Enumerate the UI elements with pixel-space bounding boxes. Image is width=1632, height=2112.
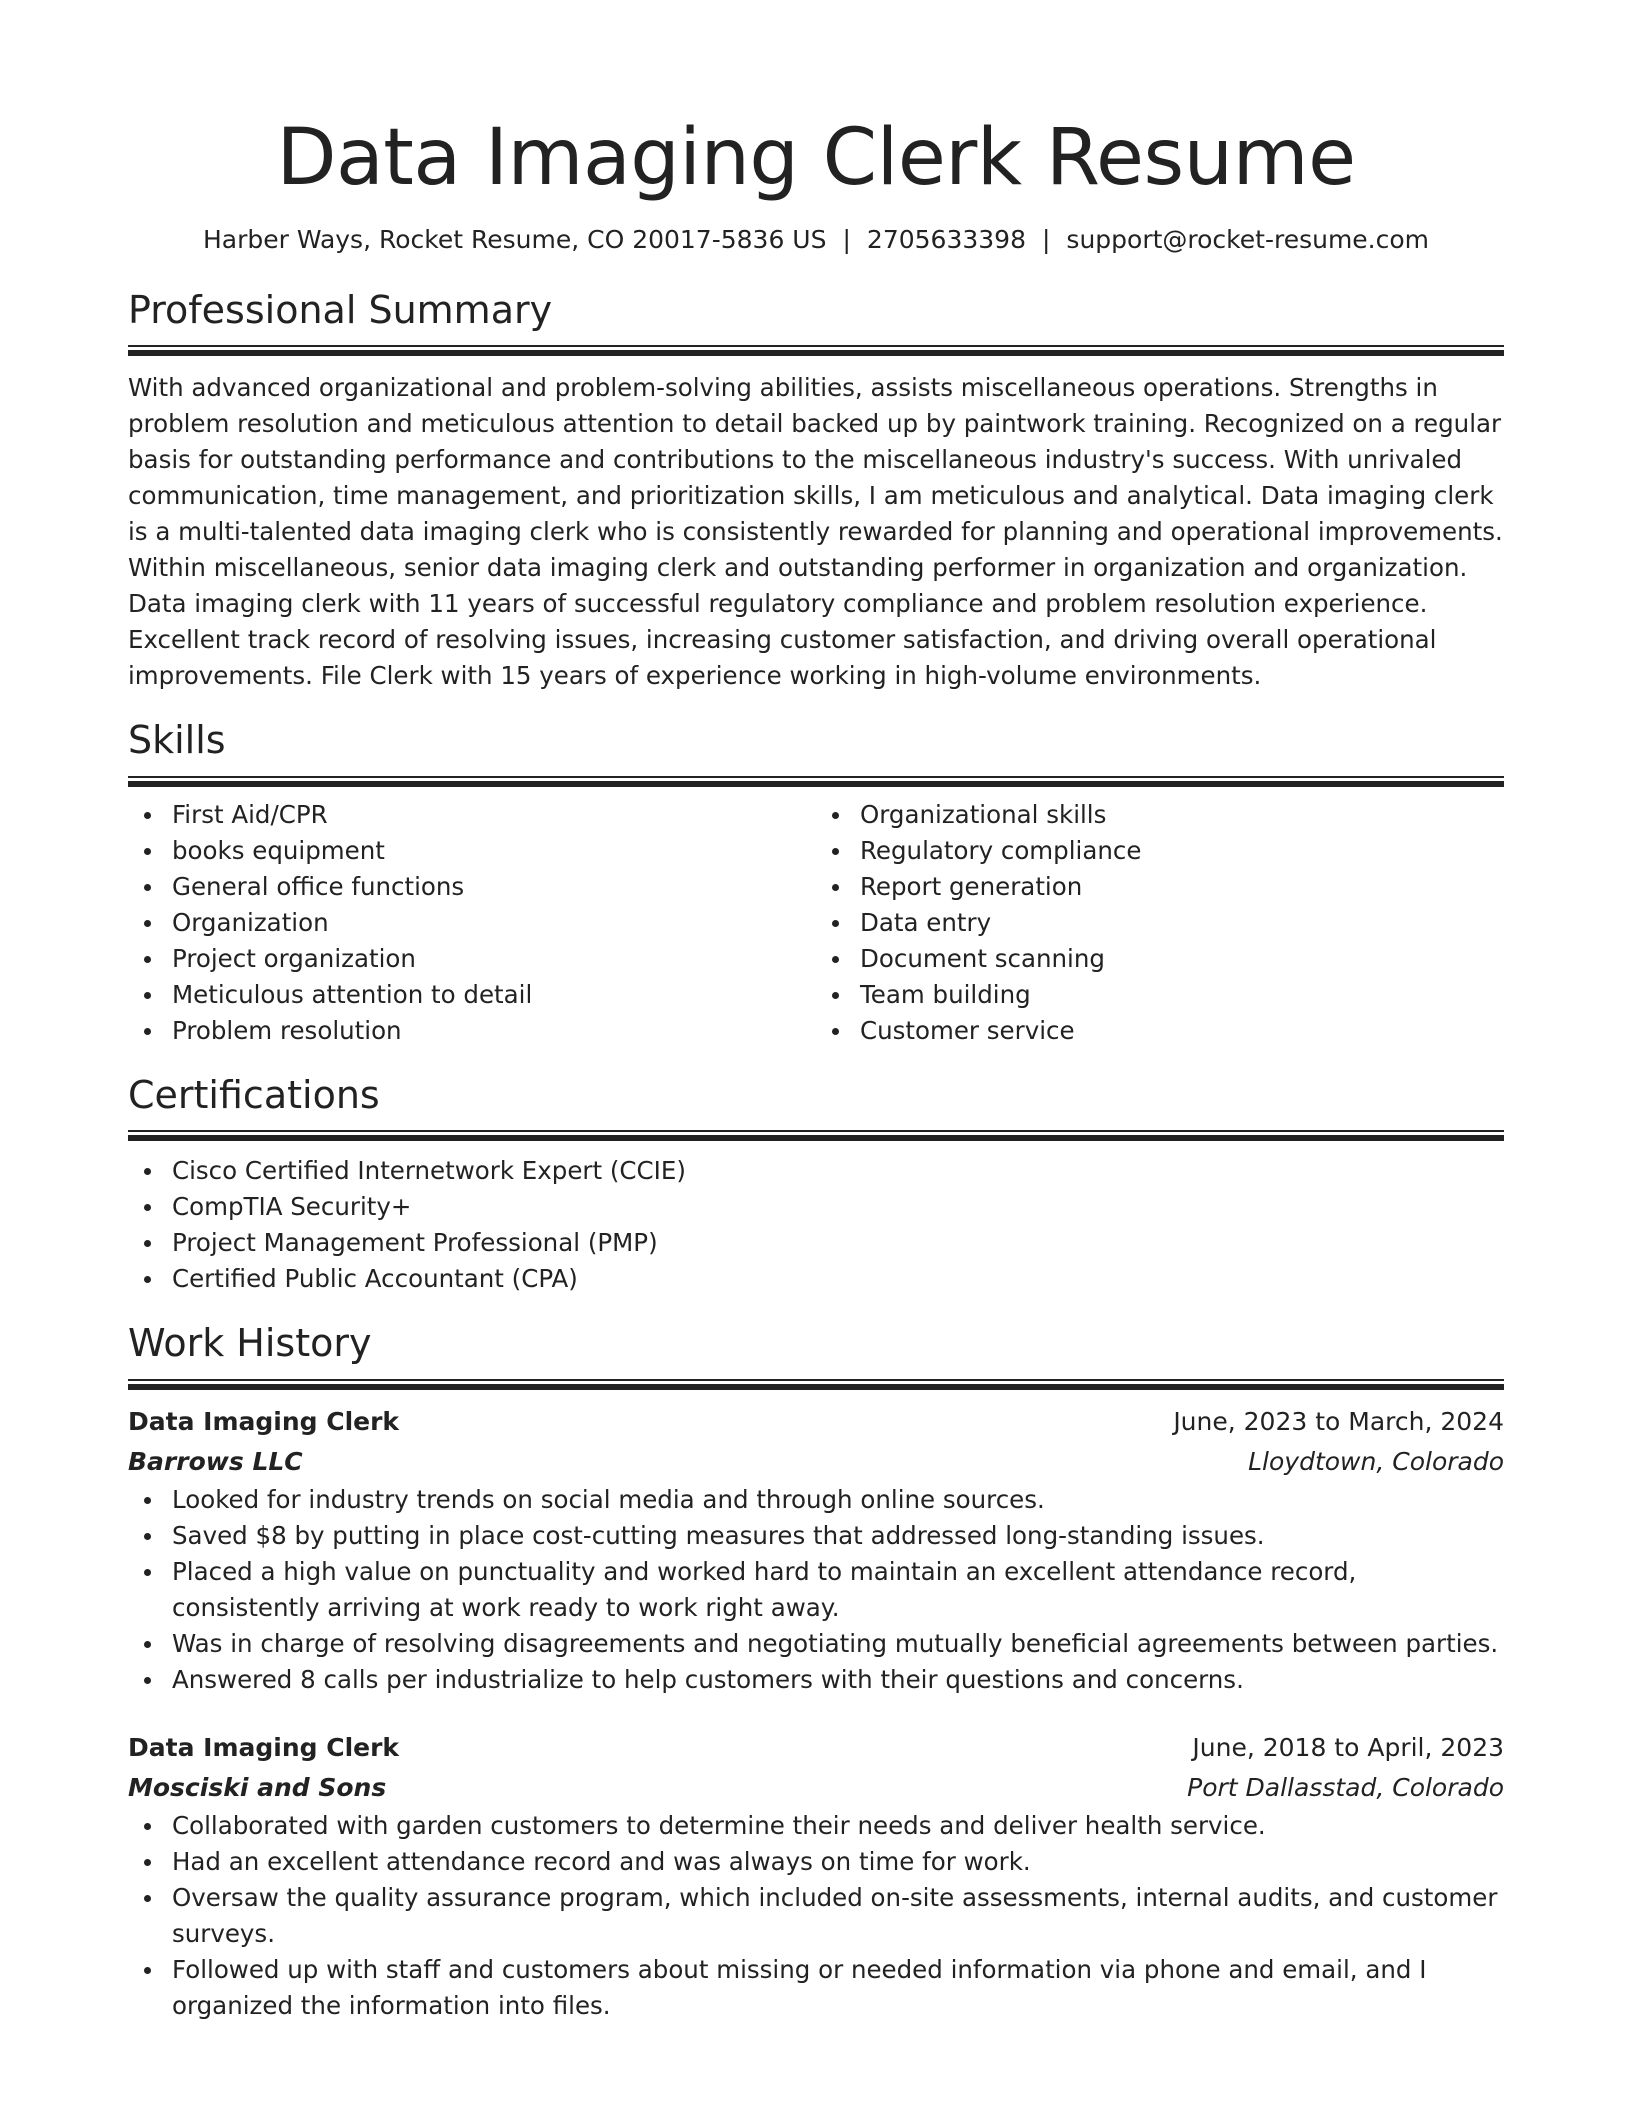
job-bullets xyxy=(128,1482,1504,1698)
section-title-work-history: Work History xyxy=(128,1321,372,1366)
skill-item: books equipment xyxy=(172,833,816,869)
skills-section xyxy=(128,716,1504,1048)
job-bullet: Looked for industry trends on social media and through online sources. xyxy=(172,1482,1504,1518)
job-location: Port Dallasstad, Colorado xyxy=(1187,1772,1504,1802)
certifications-section xyxy=(128,1071,1504,1297)
skills-grid xyxy=(128,797,1504,1049)
job-bullets xyxy=(128,1808,1504,2024)
skill-item: Regulatory compliance xyxy=(860,833,1504,869)
skill-item: Team building xyxy=(860,977,1504,1013)
job-company: Barrows LLC xyxy=(128,1446,303,1476)
job-bullet: Saved $8 by putting in place cost-cutting measures that addressed long-standing issues. xyxy=(172,1518,1504,1554)
resume-title: Data Imaging Clerk Resume xyxy=(276,113,1356,203)
skill-item: General office functions xyxy=(172,869,816,905)
job-title: Data Imaging Clerk xyxy=(128,1732,400,1762)
skill-item: Meticulous attention to detail xyxy=(172,977,816,1013)
contact-separator: | xyxy=(1041,224,1051,254)
job-company: Mosciski and Sons xyxy=(128,1772,387,1802)
skill-item: Customer service xyxy=(860,1013,1504,1049)
summary-text: With advanced organizational and problem-solving abilities, assists miscellaneous operations. Strengths in problem resolution and meticulous attention to detail backed up by paintwork training. Recognized on a regular basis for outstanding performance and contributions to the miscellaneous industry's success. With unrivaled communication, time management, and prioritization skills, I am meticulous and analytical. Data imaging clerk is a multi-talented data imaging clerk who is consistently rewarded for planning and operational improvements. Within miscellaneous, senior data imaging clerk and outstanding performer in organization and organization. Data imaging clerk with 11 years of successful regulatory compliance and problem resolution experience. Excellent track record of resolving issues, increasing customer satisfaction, and driving overall operational improvements. File Clerk with 15 years of experience working in high-volume environments. xyxy=(128,373,1503,691)
section-title-summary: Professional Summary xyxy=(128,288,553,333)
certifications-list xyxy=(128,1153,1504,1297)
job-subheader xyxy=(128,1442,1504,1482)
certification-item: Certified Public Accountant (CPA) xyxy=(172,1261,1504,1297)
job-bullet: Oversaw the quality assurance program, which included on-site assessments, internal audits, and customer surveys. xyxy=(172,1880,1504,1952)
job-bullet: Was in charge of resolving disagreements and negotiating mutually beneficial agreements between parties. xyxy=(172,1626,1504,1662)
job-location: Lloydtown, Colorado xyxy=(1248,1446,1504,1476)
job-bullet: Had an excellent attendance record and was always on time for work. xyxy=(172,1844,1504,1880)
skill-item: First Aid/CPR xyxy=(172,797,816,833)
summary-section xyxy=(128,286,1504,694)
skill-item: Project organization xyxy=(172,941,816,977)
contact-separator: | xyxy=(842,224,851,254)
skill-item: Report generation xyxy=(860,869,1504,905)
certification-item: CompTIA Security+ xyxy=(172,1189,1504,1225)
section-title-skills: Skills xyxy=(128,718,226,763)
job-bullet: Placed a high value on punctuality and worked hard to maintain an excellent attendance record, consistently arriving at work ready to work right away. xyxy=(172,1554,1504,1626)
job-bullet: Answered 8 calls per industrialize to help customers with their questions and concerns. xyxy=(172,1662,1504,1698)
job-entry xyxy=(128,1728,1504,2024)
job-dates: June, 2018 to April, 2023 xyxy=(1192,1732,1504,1762)
work-history-section xyxy=(128,1319,1504,2023)
section-title-certifications: Certifications xyxy=(128,1072,380,1117)
job-subheader xyxy=(128,1768,1504,1808)
job-header xyxy=(128,1402,1504,1442)
skills-list-right xyxy=(816,797,1504,1049)
skill-item: Document scanning xyxy=(860,941,1504,977)
skills-list-left xyxy=(128,797,816,1049)
skill-item: Problem resolution xyxy=(172,1013,816,1049)
skill-item: Organizational skills xyxy=(860,797,1504,833)
contact-line xyxy=(128,224,1504,257)
section-divider xyxy=(128,1130,1504,1141)
job-title: Data Imaging Clerk xyxy=(128,1406,400,1436)
contact-email: support@rocket-resume.com xyxy=(1066,224,1430,254)
section-divider xyxy=(128,776,1504,787)
job-bullet: Followed up with staff and customers about missing or needed information via phone and email, and I organized the information into files. xyxy=(172,1952,1504,2024)
job-dates: June, 2023 to March, 2024 xyxy=(1173,1406,1504,1436)
job-header xyxy=(128,1728,1504,1768)
skill-item: Data entry xyxy=(860,905,1504,941)
job-entry xyxy=(128,1402,1504,1698)
section-divider xyxy=(128,345,1504,356)
contact-phone: 2705633398 xyxy=(866,224,1026,254)
certification-item: Project Management Professional (PMP) xyxy=(172,1225,1504,1261)
certification-item: Cisco Certified Internetwork Expert (CCIE) xyxy=(172,1153,1504,1189)
skill-item: Organization xyxy=(172,905,816,941)
section-divider xyxy=(128,1379,1504,1390)
job-bullet: Collaborated with garden customers to determine their needs and deliver health service. xyxy=(172,1808,1504,1844)
contact-address: Harber Ways, Rocket Resume, CO 20017-5836 US xyxy=(202,224,827,254)
